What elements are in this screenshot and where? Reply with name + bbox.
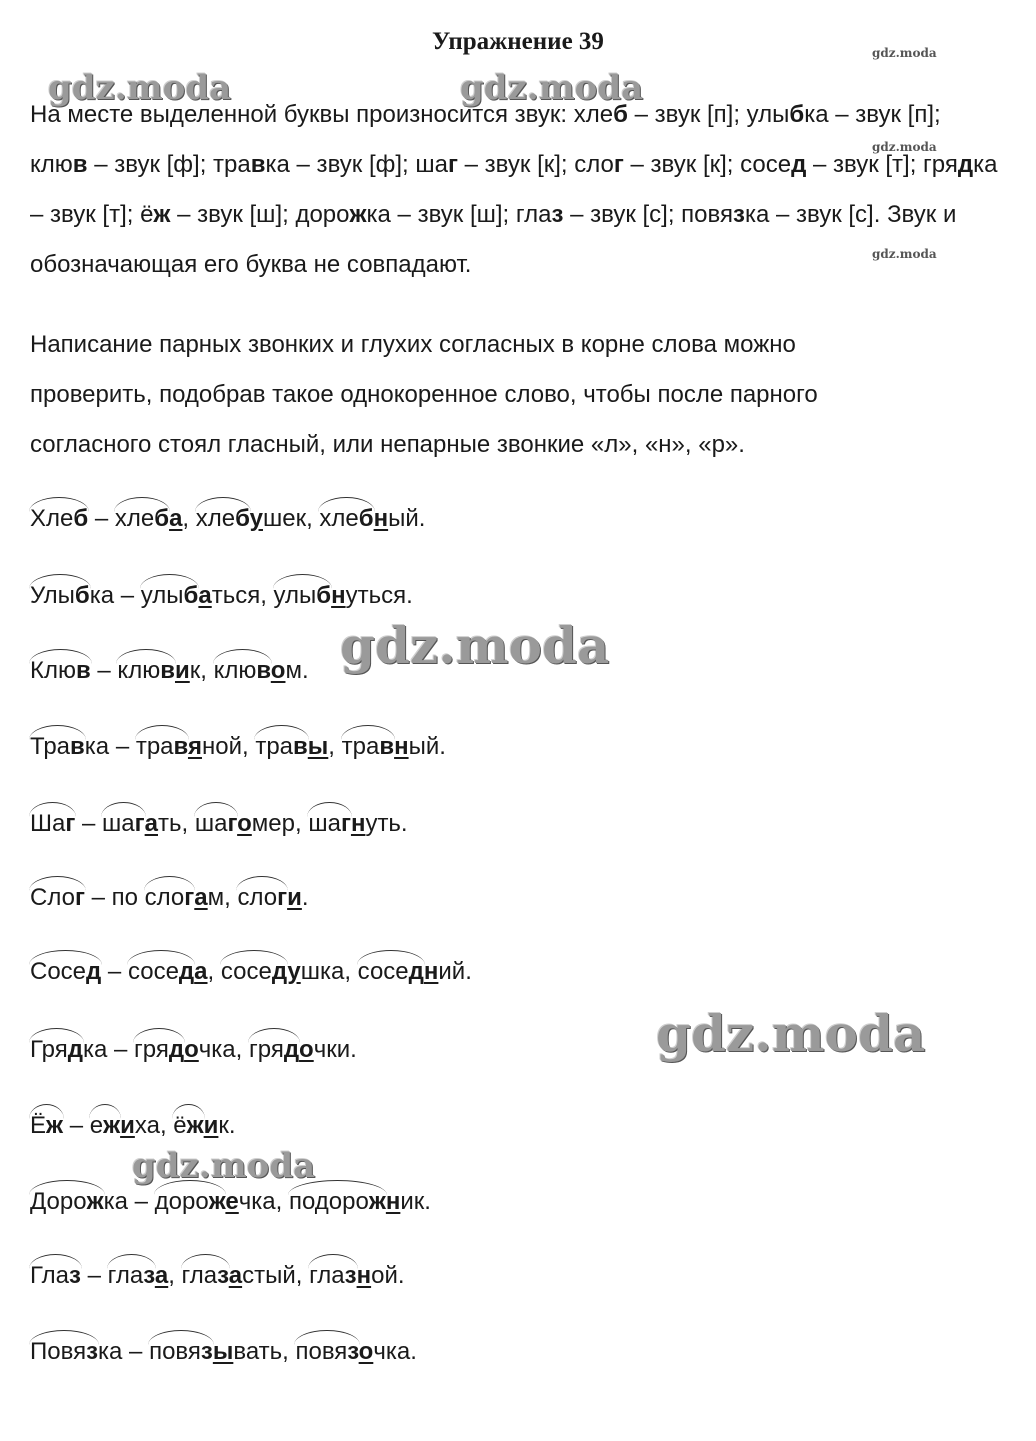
text-span: – звук [ш]; доро: [170, 201, 350, 228]
root-arc: [29, 725, 86, 740]
bold-letter: д: [408, 958, 424, 985]
bold-letter: г: [134, 810, 145, 837]
bold-letter: в: [70, 733, 85, 760]
underlined-vowel: у: [287, 958, 301, 985]
word-line: [30, 733, 446, 761]
underlined-vowel: н: [385, 1188, 401, 1215]
bold-letter: д: [178, 958, 195, 985]
text-span: ый.: [408, 733, 446, 760]
text-span: ый.: [388, 505, 426, 532]
underlined-vowel: ы: [212, 1338, 234, 1365]
bold-letter: з: [200, 1338, 213, 1365]
underlined-vowel: ы: [307, 733, 329, 760]
bold-letter: б: [74, 582, 90, 609]
bold-letter: ж: [208, 1188, 226, 1215]
text-span: к, клю: [189, 657, 257, 684]
text-span: На месте выделенной буквы произносится звук: хле: [30, 101, 614, 128]
underlined-vowel: н: [350, 810, 366, 837]
underlined-vowel: а: [194, 958, 208, 985]
text-span: стый, гла: [242, 1262, 345, 1289]
bold-letter: з: [344, 1262, 357, 1289]
exercise-title: Упражнение 39: [432, 28, 604, 55]
text-span: ка – повя: [98, 1338, 201, 1365]
text-span: мер, ша: [251, 810, 341, 837]
bold-letter: ж: [86, 1188, 104, 1215]
text-span: .: [301, 884, 309, 911]
root-arc: [194, 802, 238, 817]
root-arc: [307, 802, 352, 817]
text-span: Сло: [30, 884, 75, 911]
text-span: вать, повя: [233, 1338, 348, 1365]
bold-letter: б: [154, 505, 170, 532]
underlined-vowel: и: [174, 657, 190, 684]
bold-letter: г: [184, 884, 195, 911]
word-line: [30, 884, 309, 912]
bold-letter: б: [73, 505, 89, 532]
bold-letter: д: [283, 1036, 300, 1063]
text-span: ка – тра: [84, 733, 174, 760]
root-arc: [144, 876, 196, 891]
underlined-vowel: и: [203, 1112, 219, 1139]
text-span: Доро: [30, 1188, 87, 1215]
text-span: ий.: [438, 958, 472, 985]
bold-letter: г: [65, 810, 76, 837]
root-arc: [116, 649, 176, 664]
root-arc: [29, 1330, 99, 1345]
text-span: уть.: [365, 810, 408, 837]
root-arc: [29, 876, 86, 891]
root-arc: [29, 1028, 84, 1043]
bold-letter: г: [340, 810, 351, 837]
underlined-vowel: о: [299, 1036, 314, 1063]
rule-paragraph: Написание парных звонких и глухих согласных в корне слова можно проверить, подобрав такое однокоренное слово, чтобы после парного согласного стоял гласный, или непарные звонкие «л», «н», «р».: [30, 331, 818, 458]
text-span: – сосе: [101, 958, 179, 985]
text-span: ка – звук [п]; клю: [30, 101, 941, 178]
root-arc: [172, 1104, 204, 1119]
watermark-small: gdz.moda: [872, 247, 937, 261]
root-arc: [195, 497, 251, 512]
root-arc: [29, 497, 89, 512]
root-arc: [341, 725, 395, 740]
root-arc: [107, 1254, 156, 1269]
word-line: [30, 505, 425, 533]
text-span: ться, улы: [211, 582, 317, 609]
root-arc: [29, 1180, 105, 1195]
bold-letter: г: [447, 151, 458, 178]
watermark-small: gdz.moda: [872, 46, 937, 60]
root-arc: [127, 950, 195, 965]
text-span: Гря: [30, 1036, 68, 1063]
root-arc: [29, 649, 92, 664]
text-span: Гла: [30, 1262, 69, 1289]
root-arc: [294, 1330, 359, 1345]
text-span: – звук [к]; сло: [457, 151, 614, 178]
root-arc: [273, 574, 333, 589]
bold-letter: ж: [368, 1188, 386, 1215]
root-arc: [181, 1254, 230, 1269]
bold-letter: в: [379, 733, 395, 760]
bold-letter: з: [69, 1262, 81, 1289]
bold-letter: з: [217, 1262, 229, 1289]
text-span: – гла: [80, 1262, 144, 1289]
bold-letter: д: [271, 958, 288, 985]
bold-letter: в: [293, 733, 308, 760]
root-arc: [148, 1330, 214, 1345]
explanation-paragraph: [30, 90, 1000, 290]
underlined-vowel: о: [270, 657, 286, 684]
text-span: Тра: [30, 733, 71, 760]
text-span: ка – доро: [103, 1188, 209, 1215]
underlined-vowel: у: [249, 505, 263, 532]
underlined-vowel: а: [154, 1262, 169, 1289]
underlined-vowel: о: [237, 810, 252, 837]
bold-letter: з: [347, 1338, 359, 1365]
root-arc: [318, 497, 374, 512]
bold-letter: д: [791, 151, 807, 178]
root-arc: [308, 1254, 358, 1269]
text-span: ой.: [371, 1262, 405, 1289]
text-span: ка – гря: [82, 1036, 169, 1063]
text-span: шек, хле: [262, 505, 359, 532]
root-arc: [135, 725, 189, 740]
underlined-vowel: н: [423, 958, 439, 985]
bold-letter: г: [277, 884, 288, 911]
underlined-vowel: и: [120, 1112, 135, 1139]
watermark-logo: gdz.moda: [48, 68, 232, 108]
text-span: к.: [218, 1112, 236, 1139]
bold-letter: д: [86, 958, 102, 985]
underlined-vowel: а: [194, 884, 208, 911]
bold-letter: ж: [349, 201, 367, 228]
bold-letter: з: [551, 201, 564, 228]
underlined-vowel: н: [356, 1262, 372, 1289]
text-span: – ша: [75, 810, 135, 837]
text-span: ка – звук [ф]; ша: [265, 151, 448, 178]
word-line: [30, 1338, 417, 1366]
root-arc: [101, 802, 146, 817]
underlined-vowel: и: [287, 884, 302, 911]
root-arc: [248, 1028, 300, 1043]
root-arc: [140, 574, 200, 589]
bold-letter: ж: [103, 1112, 121, 1139]
bold-letter: в: [72, 151, 88, 178]
root-arc: [254, 725, 308, 740]
text-span: Ё: [30, 1112, 47, 1139]
bold-letter: д: [168, 1036, 185, 1063]
root-arc: [114, 497, 170, 512]
bold-letter: б: [358, 505, 374, 532]
text-span: – клю: [90, 657, 161, 684]
text-span: чка.: [373, 1338, 417, 1365]
root-arc: [29, 574, 91, 589]
root-arc: [29, 1104, 64, 1119]
text-span: Клю: [30, 657, 76, 684]
bold-letter: в: [250, 151, 266, 178]
bold-letter: г: [227, 810, 238, 837]
text-span: ной, тра: [201, 733, 294, 760]
watermark-small: gdz.moda: [872, 140, 937, 154]
underlined-vowel: н: [373, 505, 389, 532]
text-span: шка, сосе: [300, 958, 409, 985]
text-span: – е: [63, 1112, 104, 1139]
bold-letter: в: [75, 657, 91, 684]
underlined-vowel: н: [331, 582, 346, 609]
root-arc: [357, 950, 425, 965]
bold-letter: з: [733, 201, 745, 228]
bold-letter: з: [143, 1262, 155, 1289]
text-span: чка, гря: [198, 1036, 284, 1063]
text-span: ка – звук [т]; ё: [30, 151, 998, 228]
text-span: Сосе: [30, 958, 87, 985]
word-line: [30, 1112, 236, 1140]
bold-letter: д: [67, 1036, 83, 1063]
text-span: ха, ё: [134, 1112, 187, 1139]
text-span: – звук [п]; улы: [627, 101, 790, 128]
root-arc: [89, 1104, 121, 1119]
root-arc: [29, 802, 76, 817]
bold-letter: д: [957, 151, 974, 178]
word-line: [30, 1036, 357, 1064]
text-span: Ша: [30, 810, 66, 837]
word-line: [30, 582, 413, 610]
underlined-vowel: я: [187, 733, 202, 760]
text-span: – звук [к]; сосе: [623, 151, 792, 178]
word-line: [30, 1188, 431, 1216]
bold-letter: б: [235, 505, 250, 532]
text-span: ть, ша: [158, 810, 228, 837]
watermark-logo: gdz.moda: [460, 68, 644, 108]
root-arc: [29, 950, 102, 965]
text-span: уться.: [345, 582, 413, 609]
underlined-vowel: н: [394, 733, 409, 760]
text-span: , тра: [328, 733, 380, 760]
bold-letter: б: [316, 582, 332, 609]
underlined-vowel: о: [184, 1036, 199, 1063]
text-span: м.: [285, 657, 309, 684]
bold-letter: г: [613, 151, 624, 178]
root-arc: [236, 876, 288, 891]
text-span: – по сло: [84, 884, 185, 911]
text-span: м, сло: [207, 884, 278, 911]
bold-letter: в: [256, 657, 271, 684]
root-arc: [29, 1254, 82, 1269]
underlined-vowel: а: [228, 1262, 243, 1289]
text-span: , гла: [168, 1262, 218, 1289]
bold-letter: б: [613, 101, 628, 128]
text-span: Повя: [30, 1338, 87, 1365]
text-span: ка – звук [с]. Звук и обозначающая его буква не совпадают.: [30, 201, 957, 278]
bold-letter: ж: [46, 1112, 64, 1139]
text-span: ка – звук [ш]; гла: [366, 201, 552, 228]
watermark-logo: gdz.moda: [132, 1146, 316, 1186]
bold-letter: ж: [153, 201, 171, 228]
word-line: [30, 958, 472, 986]
text-span: , сосе: [207, 958, 272, 985]
bold-letter: ж: [186, 1112, 204, 1139]
underlined-vowel: а: [144, 810, 158, 837]
text-span: – хле: [88, 505, 155, 532]
watermark-logo: gdz.moda: [656, 1004, 926, 1063]
text-span: чки.: [313, 1036, 357, 1063]
root-arc: [220, 950, 289, 965]
text-span: ка – улы: [89, 582, 184, 609]
text-span: – звук [ф]; тра: [87, 151, 251, 178]
word-line: [30, 657, 309, 685]
word-line: [30, 810, 408, 838]
watermark-logo: gdz.moda: [340, 616, 610, 675]
underlined-vowel: а: [198, 582, 212, 609]
underlined-vowel: о: [358, 1338, 374, 1365]
bold-letter: в: [173, 733, 188, 760]
underlined-vowel: е: [225, 1188, 239, 1215]
text-span: Улы: [30, 582, 75, 609]
word-line: [30, 1262, 405, 1290]
text-span: Хле: [30, 505, 74, 532]
text-span: чка, подоро: [238, 1188, 369, 1215]
text-span: – звук [с]; повя: [563, 201, 733, 228]
underlined-vowel: а: [169, 505, 183, 532]
text-span: ик.: [400, 1188, 431, 1215]
text-span: , хле: [182, 505, 236, 532]
bold-letter: б: [183, 582, 199, 609]
bold-letter: в: [160, 657, 175, 684]
bold-letter: г: [74, 884, 85, 911]
bold-letter: б: [789, 101, 805, 128]
text-span: – звук [т]; гря: [806, 151, 958, 178]
bold-letter: з: [86, 1338, 99, 1365]
root-arc: [133, 1028, 185, 1043]
root-arc: [213, 649, 272, 664]
